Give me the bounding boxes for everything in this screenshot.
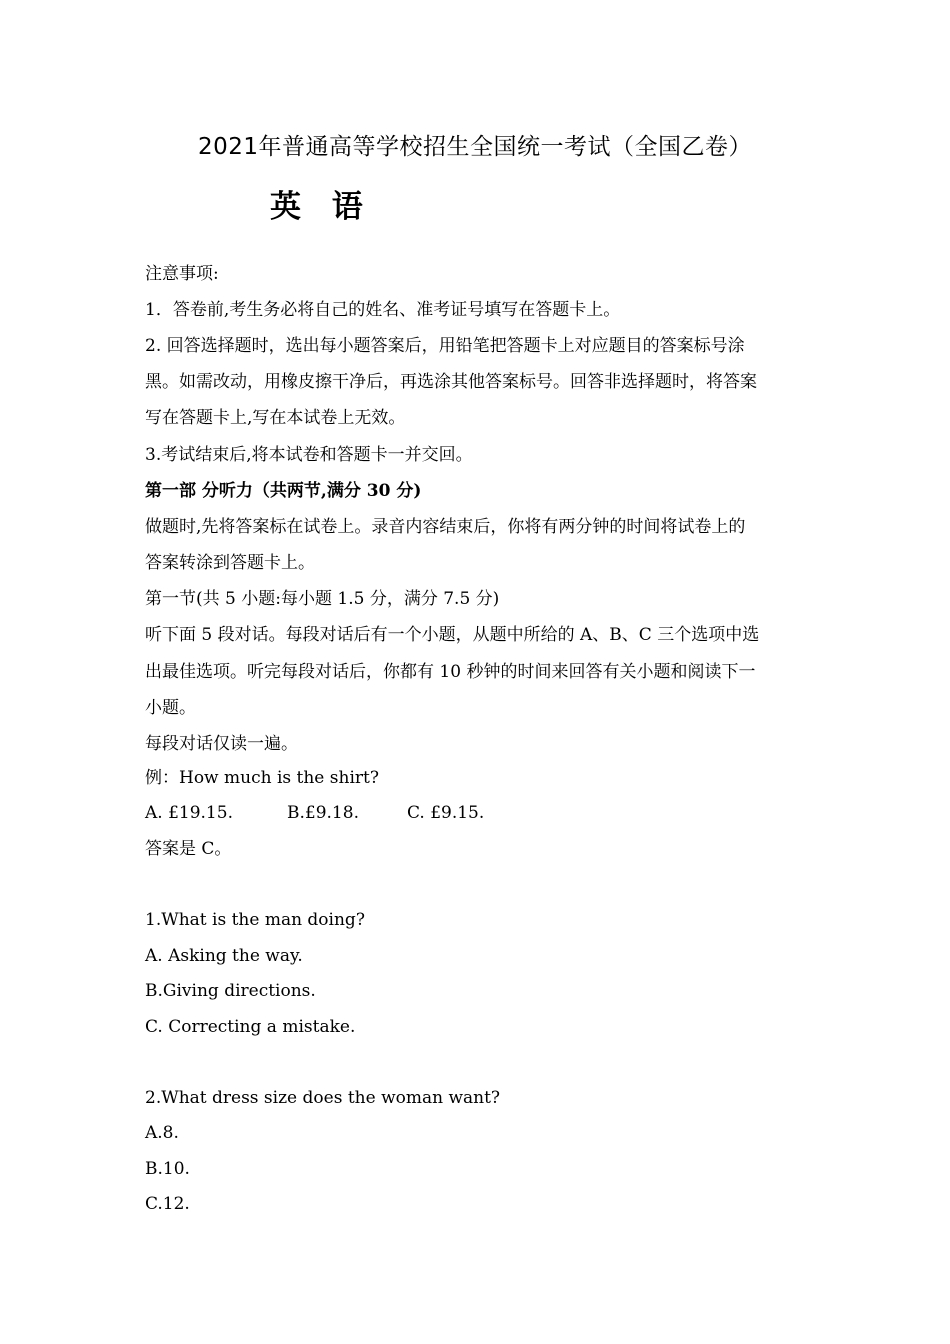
- subject-title: 英 语: [270, 189, 373, 225]
- notice-line: 1．答卷前,考生务必将自己的姓名、准考证号填写在答题卡上。: [145, 300, 621, 320]
- notice-line: 3.考试结束后,将本试卷和答题卡一并交回。: [145, 445, 473, 465]
- notice-line: 2. 回答选择题时，选出每小题答案后，用铅笔把答题卡上对应题目的答案标号涂: [145, 336, 745, 356]
- instruction-line: 小题。: [145, 698, 196, 718]
- example-options: [145, 801, 810, 825]
- part-intro-line: 答案转涂到答题卡上。: [145, 553, 315, 573]
- question-stem: 2.What dress size does the woman want?: [145, 1088, 501, 1108]
- question-option: C. Correcting a mistake.: [145, 1017, 356, 1037]
- example-option-c: C. £9.15.: [407, 803, 485, 823]
- instruction-line: 每段对话仅读一遍。: [145, 734, 298, 754]
- instruction-line: 出最佳选项。听完每段对话后，你都有 10 秒钟的时间来回答有关小题和阅读下一: [145, 662, 756, 682]
- example-answer: 答案是 C。: [145, 839, 232, 859]
- question-stem: 1.What is the man doing?: [145, 910, 365, 930]
- example-question: 例：How much is the shirt?: [145, 768, 379, 788]
- notice-line: 黑。如需改动，用橡皮擦干净后，再选涂其他答案标号。回答非选择题时，将答案: [145, 372, 757, 392]
- notice-line: 写在答题卡上,写在本试卷上无效。: [145, 408, 406, 428]
- notice-heading: 注意事项:: [145, 264, 219, 284]
- part-heading: 第一部 分听力（共两节,满分 30 分): [145, 481, 422, 501]
- example-option-a: A. £19.15.: [145, 803, 233, 823]
- question-option: A.8.: [145, 1123, 179, 1143]
- section-heading: 第一节(共 5 小题:每小题 1.5 分，满分 7.5 分): [145, 589, 500, 609]
- question-option: B.Giving directions.: [145, 981, 316, 1001]
- exam-title: 2021年普通高等学校招生全国统一考试（全国乙卷）: [197, 134, 753, 160]
- question-option: A. Asking the way.: [145, 946, 303, 966]
- question-option: B.10.: [145, 1159, 190, 1179]
- instruction-line: 听下面 5 段对话。每段对话后有一个小题，从题中所给的 A、B、C 三个选项中选: [145, 625, 760, 645]
- example-option-b: B.£9.18.: [287, 803, 359, 823]
- question-option: C.12.: [145, 1194, 190, 1214]
- part-intro-line: 做题时,先将答案标在试卷上。录音内容结束后，你将有两分钟的时间将试卷上的: [145, 517, 746, 537]
